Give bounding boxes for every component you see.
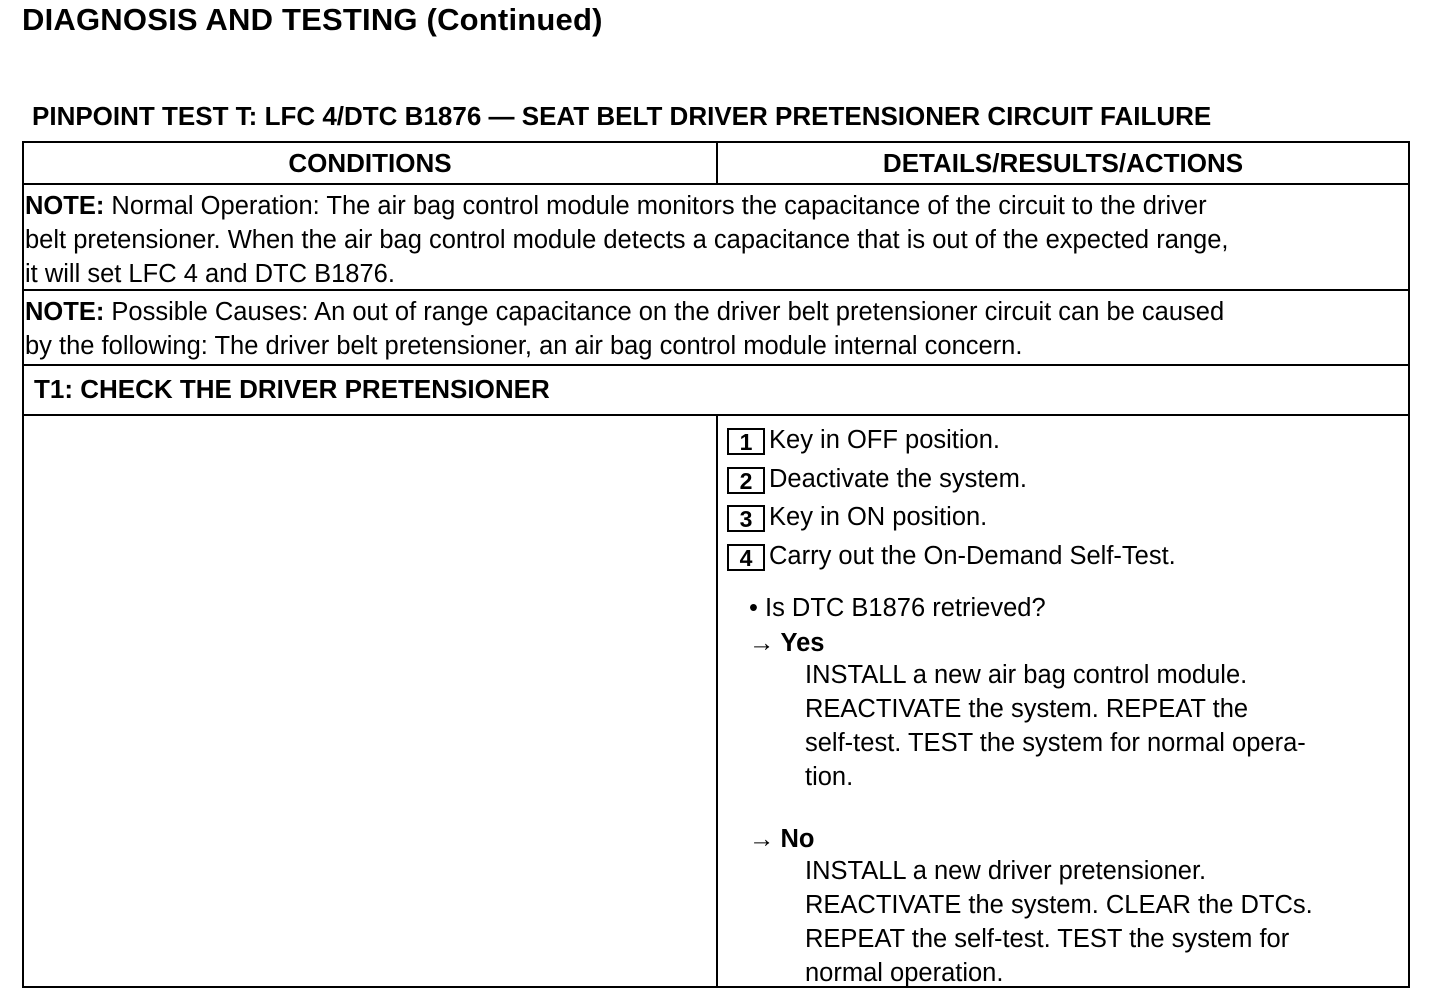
answer-yes-label: Yes [780, 629, 825, 657]
answer-yes [749, 628, 1415, 794]
answer-line: REPEAT the self-test. TEST the system for [805, 925, 1290, 953]
step-item [727, 503, 1176, 542]
note-line: belt pretensioner. When the air bag control module detects a capacitance that is out of the expected range, [25, 226, 1229, 254]
actions-cell [718, 416, 1408, 986]
page-title: DIAGNOSIS AND TESTING (Continued) [22, 2, 603, 37]
answer-line: INSTALL a new air bag control module. [805, 661, 1248, 689]
step-text: Carry out the On-Demand Self-Test. [769, 541, 1176, 570]
step-item [727, 542, 1176, 581]
step-text: Key in ON position. [769, 503, 988, 531]
note-line: Possible Causes: An out of range capacitance on the driver belt pretensioner circuit can be caused [104, 298, 1225, 326]
step-item [727, 465, 1176, 504]
note-possible-causes [24, 291, 1408, 366]
conditions-cell [24, 416, 718, 986]
step-body-row [24, 416, 1408, 986]
pinpoint-test-title: PINPOINT TEST T: LFC 4/DTC B1876 — SEAT BELT DRIVER PRETENSIONER CIRCUIT FAILURE [32, 101, 1212, 131]
step-list [727, 426, 1176, 580]
step-text: Deactivate the system. [769, 464, 1027, 493]
step-title-row [24, 366, 1408, 416]
answer-yes-text [805, 658, 1415, 794]
pinpoint-test-table [22, 141, 1410, 988]
note-label: NOTE: [25, 298, 105, 326]
answer-line: self-test. TEST the system for normal opera- [805, 729, 1306, 757]
answer-line: tion. [805, 763, 854, 791]
answer-line: REACTIVATE the system. REPEAT the [805, 695, 1249, 723]
step-title: T1: CHECK THE DRIVER PRETENSIONER [34, 374, 550, 404]
answer-no-text [805, 854, 1415, 990]
conditions-header: CONDITIONS [24, 143, 718, 183]
answer-line: normal operation. [805, 959, 1004, 987]
note-line: Normal Operation: The air bag control module monitors the capacitance of the circuit to the driver [104, 192, 1207, 220]
answer-no [749, 824, 1415, 990]
right-arrow-icon: → [749, 629, 775, 657]
note-line: by the following: The driver belt pretensioner, an air bag control module internal concern. [25, 332, 1023, 360]
note-text [25, 295, 1404, 363]
answer-yes-heading [749, 628, 1415, 658]
step-number-box: 3 [727, 505, 765, 532]
table-header-row [24, 143, 1408, 185]
answer-line: REACTIVATE the system. CLEAR the DTCs. [805, 891, 1313, 919]
diagnostic-question: • Is DTC B1876 retrieved? [749, 594, 1046, 622]
step-text: Key in OFF position. [769, 426, 1001, 454]
right-arrow-icon: → [749, 825, 775, 853]
step-number-box: 4 [727, 544, 765, 571]
step-number-box: 2 [727, 467, 765, 494]
note-text [25, 189, 1404, 291]
note-line: it will set LFC 4 and DTC B1876. [25, 260, 395, 288]
answer-no-label: No [780, 825, 815, 853]
answer-line: INSTALL a new driver pretensioner. [805, 857, 1207, 885]
step-number-box: 1 [727, 428, 765, 455]
note-label: NOTE: [25, 192, 105, 220]
note-normal-operation [24, 185, 1408, 291]
step-item [727, 426, 1176, 465]
details-header: DETAILS/RESULTS/ACTIONS [882, 148, 1244, 178]
answer-no-heading [749, 824, 1415, 854]
